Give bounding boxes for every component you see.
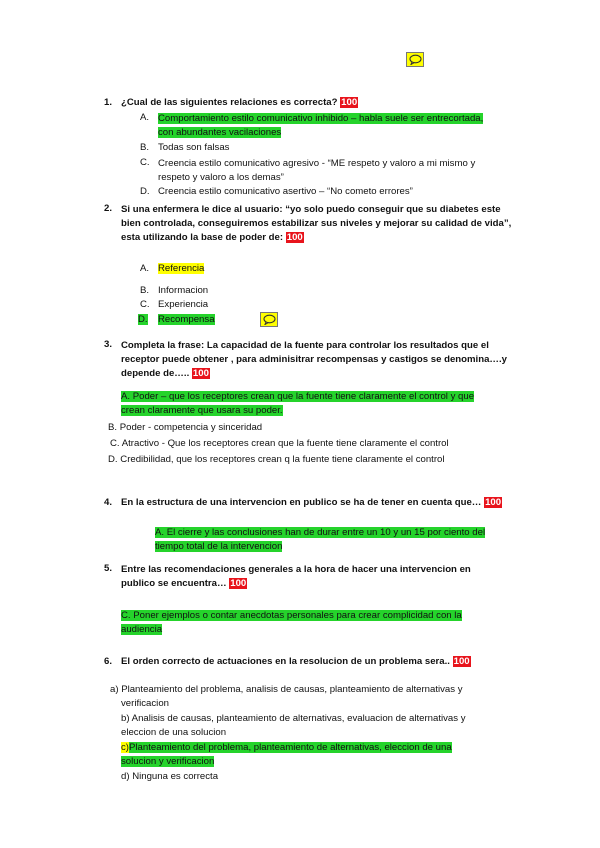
- option-d: D. Credibilidad, que los receptores crean q la fuente tiene claramente el control: [108, 454, 445, 465]
- option-d: Creencia estilo comunicativo asertivo – “No cometo errores”: [158, 186, 413, 197]
- question-line: publico se encuentra…: [121, 578, 227, 589]
- answer-line: C. Poner ejemplos o contar anecdotas personales para crear complicidad con la: [121, 610, 462, 621]
- option-c: C. Atractivo - Que los receptores crean que la fuente tiene claramente el control: [110, 438, 449, 449]
- option-letter: C.: [140, 299, 150, 310]
- option-line: Creencia estilo comunicativo agresivo - “ME respeto y valoro a mi mismo y: [158, 158, 476, 169]
- question-text-content: En la estructura de una intervencion en publico se ha de tener en cuenta que…: [121, 497, 482, 508]
- question-text: [121, 656, 471, 667]
- answer-correct: [155, 526, 485, 554]
- answer-line: tiempo total de la intervencion: [155, 541, 283, 552]
- question-number: 1.: [104, 97, 113, 108]
- option-line: crean claramente que usara su poder.: [121, 405, 283, 416]
- option-line: eleccion de una solucion: [121, 727, 227, 738]
- question-text-content: ¿Cual de las siguientes relaciones es correcta?: [121, 97, 338, 108]
- option-prefix: c): [121, 742, 129, 753]
- option-b: B. Poder - competencia y sinceridad: [108, 422, 263, 433]
- question-number: 4.: [104, 497, 113, 508]
- question-text: [121, 497, 502, 508]
- comment-icon[interactable]: [260, 312, 278, 327]
- option-line: b) Analisis de causas, planteamiento de alternativas, evaluacion de alternativas y: [121, 713, 466, 724]
- option-a: [110, 683, 463, 711]
- score-badge: 100: [192, 368, 209, 379]
- question-line: esta utilizando la base de poder de:: [121, 232, 284, 243]
- option-letter: A.: [140, 263, 150, 274]
- option-line: solucion y verificacion: [121, 756, 215, 767]
- option-d: d) Ninguna es correcta: [121, 771, 219, 782]
- question-text: [121, 339, 507, 381]
- question-line: depende de…..: [121, 368, 190, 379]
- score-badge: 100: [341, 97, 358, 108]
- option-letter: C.: [140, 157, 150, 168]
- question-text: [121, 97, 358, 108]
- question-line: receptor puede obtener , para adminisitrar recompensas y castigos se denomina….y: [121, 354, 508, 365]
- question-line: Completa la frase: La capacidad de la fuente para controlar los resultados que el: [121, 340, 489, 351]
- option-c: [158, 157, 475, 185]
- comment-icon[interactable]: [406, 52, 424, 67]
- answer-line: audiencia: [121, 624, 163, 635]
- question-text: [121, 203, 511, 245]
- question-text: [121, 563, 471, 591]
- question-number: 5.: [104, 563, 113, 574]
- question-line: Entre las recomendaciones generales a la hora de hacer una intervencion en: [121, 564, 471, 575]
- option-d-correct: Recompensa: [158, 314, 215, 325]
- score-badge: 100: [485, 497, 502, 508]
- question-number: 3.: [104, 339, 113, 350]
- option-a-marked: Referencia: [158, 263, 205, 274]
- answer-line: A. El cierre y las conclusiones han de durar entre un 10 y un 15 por ciento del: [155, 527, 486, 538]
- option-letter: B.: [140, 285, 150, 296]
- option-line: respeto y valoro a los demas”: [158, 172, 284, 183]
- score-badge: 100: [286, 232, 303, 243]
- option-b: Todas son falsas: [158, 142, 230, 153]
- option-a-correct: [121, 390, 474, 418]
- score-badge: 100: [230, 578, 247, 589]
- option-line: con abundantes vacilaciones: [158, 127, 282, 138]
- option-line: A. Poder – que los receptores crean que la fuente tiene claramente el control y que: [121, 391, 475, 402]
- option-line: a) Planteamiento del problema, analisis de causas, planteamiento de alternativas y: [110, 684, 463, 695]
- question-number: 2.: [104, 203, 113, 214]
- question-line: Si una enfermera le dice al usuario: “yo solo puedo conseguir que su diabetes este: [121, 204, 501, 215]
- option-line: Comportamiento estilo comunicativo inhibido – habla suele ser entrecortada,: [158, 113, 484, 124]
- option-b: [121, 712, 466, 740]
- question-line: bien controlada, conseguiremos estabilizar sus niveles y mejorar su calidad de vida”,: [121, 218, 512, 229]
- option-letter: A.: [140, 112, 150, 123]
- option-letter: D.: [140, 186, 150, 197]
- option-a-correct: [158, 112, 483, 140]
- question-text-content: El orden correcto de actuaciones en la resolucion de un problema sera..: [121, 656, 450, 667]
- option-letter: D.: [138, 314, 148, 325]
- option-b: Informacion: [158, 285, 209, 296]
- question-number: 6.: [104, 656, 113, 667]
- answer-correct: [121, 609, 462, 637]
- option-line: Planteamiento del problema, planteamiento de alternativas, eleccion de una: [129, 742, 452, 753]
- option-letter: B.: [140, 142, 150, 153]
- option-line: verificacion: [121, 698, 169, 709]
- option-c-correct: [121, 741, 452, 769]
- score-badge: 100: [453, 656, 470, 667]
- option-c: Experiencia: [158, 299, 209, 310]
